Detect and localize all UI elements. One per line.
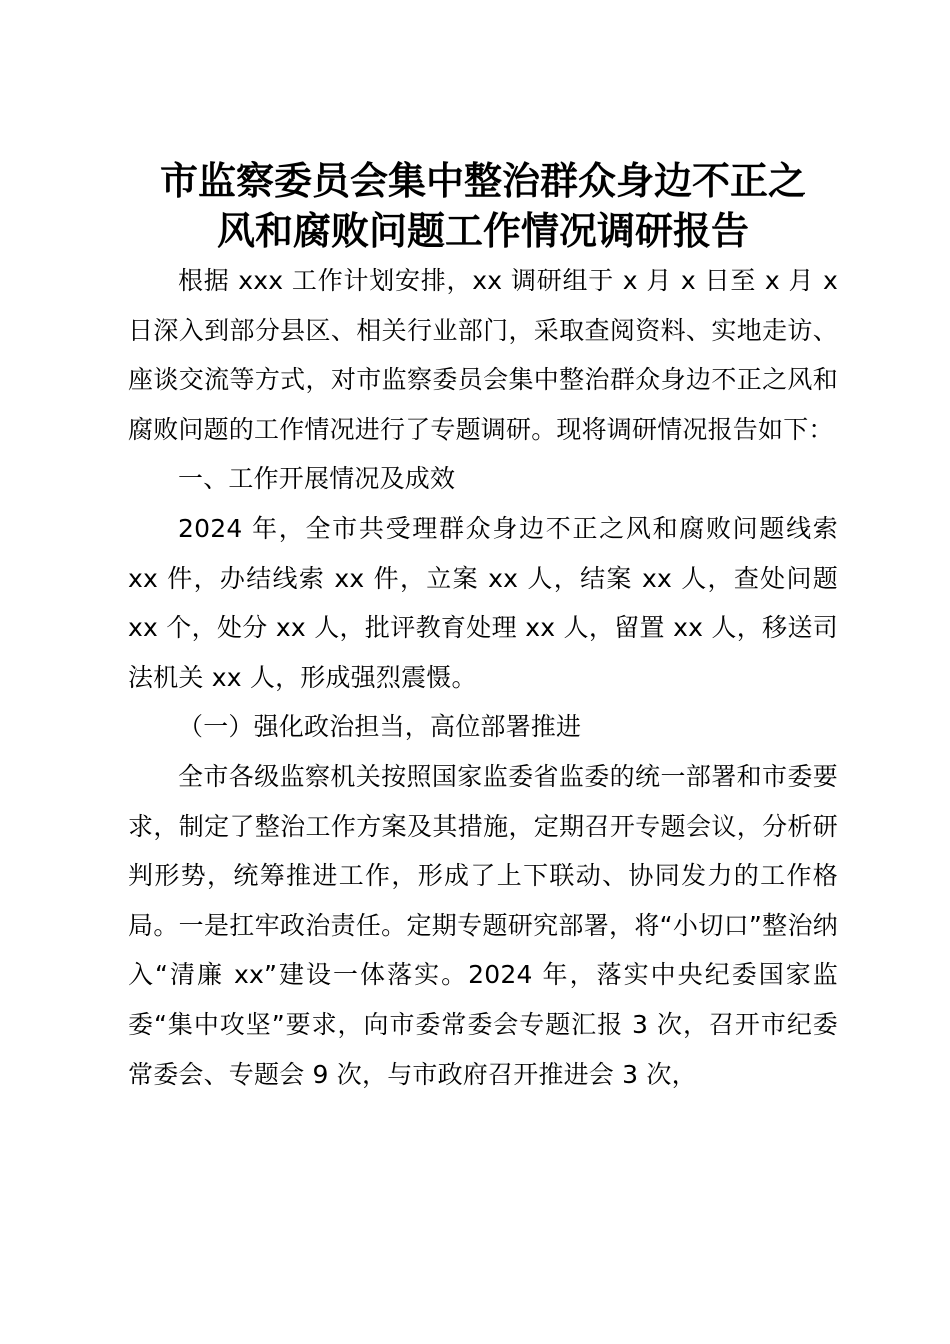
summary-paragraph: 2024 年，全市共受理群众身边不正之风和腐败问题线索 xx 件，办结线索 xx 件，立案 xx 人，结案 xx 人，查处问题 xx 个，处分 xx 人，批评教育处理 xx 人，留置 xx 人，移送司法机关 xx 人，形成强烈震慑。 [128, 513, 838, 692]
subsection-heading-1: （一）强化政治担当，高位部署推进 [178, 712, 582, 742]
document-page [128, 150, 838, 1099]
subsection-paragraph-1: 全市各级监察机关按照国家监委省监委的统一部署和市委要求，制定了整治工作方案及其措施，定期召开专题会议，分析研判形势，统筹推进工作，形成了上下联动、协同发力的工作格局。一是扛牢政治责任。定期专题研究部署，将“小切口”整治纳入“清廉 xx”建设一体落实。2024 年，落实中央纪委国家监委“集中攻坚”要求，向市委常委会专题汇报 3 次，召开市纪委常委会、专题会 9 次，与市政府召开推进会 3 次， [128, 761, 838, 1089]
document-body [128, 256, 838, 1099]
intro-paragraph: 根据 xxx 工作计划安排，xx 调研组于 x 月 x 日至 x 月 x 日深入到部分县区、相关行业部门，采取查阅资料、实地走访、座谈交流等方式，对市监察委员会集中整治群众身边不正之风和腐败问题的工作情况进行了专题调研。现将调研情况报告如下： [128, 266, 838, 444]
document-title [128, 150, 838, 256]
title-line-1: 市监察委员会集中整治群众身边不正之 [159, 158, 806, 203]
section-heading-1: 一、工作开展情况及成效 [178, 464, 456, 494]
title-line-2: 风和腐败问题工作情况调研报告 [216, 208, 749, 253]
